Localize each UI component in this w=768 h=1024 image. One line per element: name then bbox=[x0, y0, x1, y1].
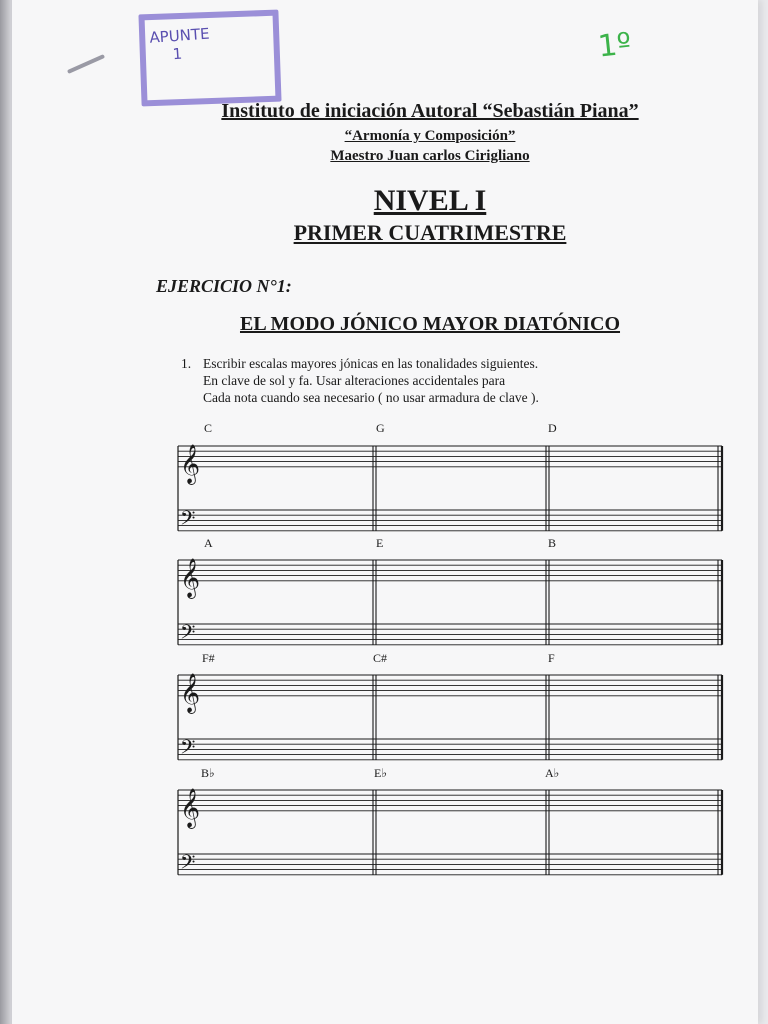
course-title: “Armonía y Composición” bbox=[344, 128, 516, 144]
treble-clef-icon: 𝄞 bbox=[180, 557, 201, 598]
key-label: F# bbox=[202, 651, 215, 665]
stamp-line-1: APUNTE bbox=[148, 24, 211, 47]
instruction-line: Cada nota cuando sea necesario ( no usar armadura de clave ). bbox=[203, 390, 539, 405]
key-label: B♭ bbox=[201, 766, 215, 780]
key-label: A♭ bbox=[545, 766, 560, 780]
bass-clef-icon: 𝄢 bbox=[180, 620, 196, 649]
instruction-line: Escribir escalas mayores jónicas en las tonalidades siguientes. bbox=[203, 356, 539, 371]
instruction-line: En clave de sol y fa. Usar alteraciones accidentales para bbox=[203, 373, 506, 388]
exercise-label: EJERCICIO N°1: bbox=[156, 276, 292, 296]
bass-clef-icon: 𝄢 bbox=[180, 506, 196, 535]
level-title: NIVEL I bbox=[373, 184, 487, 217]
key-label: B bbox=[548, 536, 557, 550]
key-label: C# bbox=[373, 651, 388, 665]
institute-title: Instituto de iniciación Autoral “Sebastián Piana” bbox=[221, 100, 639, 122]
key-label: C bbox=[204, 421, 213, 435]
treble-clef-icon: 𝄞 bbox=[180, 672, 201, 713]
key-label: F bbox=[548, 651, 555, 665]
grade-mark: 1º bbox=[596, 26, 633, 65]
bass-clef-icon: 𝄢 bbox=[180, 735, 196, 764]
bass-clef-icon: 𝄢 bbox=[180, 850, 196, 879]
key-label: D bbox=[548, 421, 557, 435]
instruction-number: 1. bbox=[181, 356, 192, 371]
treble-clef-icon: 𝄞 bbox=[180, 787, 201, 828]
term-title: PRIMER CUATRIMESTRE bbox=[293, 220, 567, 245]
exercise-title: EL MODO JÓNICO MAYOR DIATÓNICO bbox=[239, 313, 621, 335]
key-label: G bbox=[376, 421, 385, 435]
treble-clef-icon: 𝄞 bbox=[180, 443, 201, 484]
key-label: A bbox=[204, 536, 213, 550]
stamp-line-2: 1 bbox=[172, 44, 183, 64]
teacher-name: Maestro Juan carlos Cirigliano bbox=[330, 148, 530, 164]
key-label: E♭ bbox=[374, 766, 387, 780]
key-label: E bbox=[376, 536, 384, 550]
